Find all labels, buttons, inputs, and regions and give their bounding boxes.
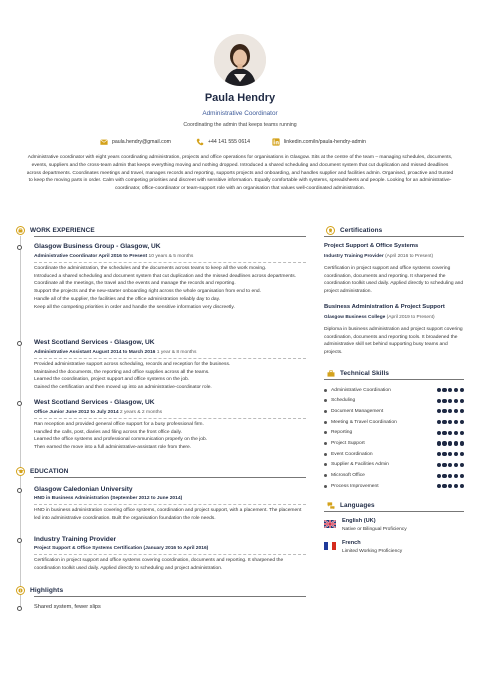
email-text: paula.hendry@gmail.com: [112, 139, 171, 145]
rating-dot: [454, 399, 458, 403]
uk-flag-icon: [324, 520, 336, 528]
job-role: [34, 350, 196, 355]
skill-rating: [437, 484, 464, 488]
skill-row: [324, 450, 464, 458]
timeline-dot: [17, 488, 22, 493]
rating-dot: [437, 388, 441, 392]
profile-photo-icon: [214, 34, 266, 86]
bullet-dot-icon: [324, 410, 327, 413]
rating-dot: [448, 420, 452, 424]
rating-dot: [448, 388, 452, 392]
skill-name: [324, 484, 379, 489]
section-divider: [34, 236, 306, 237]
skill-rating: [437, 388, 464, 392]
skill-row: [324, 407, 464, 415]
education-description: HND in business administration covering office systems, coordination and project support, with a placement. The placement led into administrative coordination. Built the organisation foundation the role needs.: [34, 508, 302, 521]
rating-dot: [454, 484, 458, 488]
education-degree-text: HND in Business Administration (September 2012 to June 2014): [34, 496, 183, 501]
job-duration: 1 year & 8 months: [156, 350, 197, 355]
rating-dot: [460, 474, 464, 478]
skill-name: [324, 398, 355, 403]
rating-dot: [448, 484, 452, 488]
rating-dot: [454, 431, 458, 435]
rating-dot: [454, 474, 458, 478]
skill-label: Reporting: [331, 430, 353, 436]
skill-label: Event Coordination: [331, 451, 373, 457]
job-bullets: [34, 421, 306, 452]
skill-row: [324, 397, 464, 405]
dashed-divider: [34, 262, 306, 263]
skill-name: [324, 430, 352, 435]
rating-dot: [454, 452, 458, 456]
rating-dot: [460, 452, 464, 456]
education-degree: [34, 546, 208, 551]
skill-label: Project Support: [331, 441, 365, 446]
language-name: English (UK): [342, 518, 376, 524]
bullet-dot-icon: [324, 389, 327, 392]
job-bullet: Handled the calls, post, diaries and filing across the front office daily.: [34, 429, 182, 435]
highlight-item: Shared system, fewer slips: [34, 604, 101, 610]
skill-label: Supplier & Facilities Admin: [331, 462, 389, 468]
rating-dot: [437, 463, 441, 467]
dashed-divider: [34, 554, 306, 555]
rating-dot: [442, 431, 446, 435]
phone-icon: [196, 138, 204, 146]
rating-dot: [460, 399, 464, 403]
rating-dot: [437, 474, 441, 478]
skill-rating: [437, 474, 464, 478]
skill-name: [324, 420, 397, 425]
dashed-divider: [34, 358, 306, 359]
rating-dot: [460, 441, 464, 445]
rating-dot: [437, 452, 441, 456]
technical-skills-header: [326, 369, 389, 378]
rating-dot: [442, 474, 446, 478]
rating-dot: [442, 463, 446, 467]
mail-icon: [100, 138, 108, 146]
job-employer: West Scotland Services - Glasgow, UK: [34, 339, 155, 346]
chat-bubbles-icon: [326, 501, 335, 510]
france-flag-icon: [324, 542, 336, 550]
job-bullet: Introduced a shared scheduling and document system that cut duplication and the missed deadlines across departments.: [34, 273, 297, 279]
section-divider: [324, 379, 464, 380]
job-bullet: Then earned the move into a full administrative-assistant role from there.: [34, 445, 192, 451]
job-bullet: Provided administrative support across scheduling, records and reception for the business.: [34, 362, 231, 367]
skill-name: [324, 473, 365, 478]
certification-title: Project Support & Office Systems: [324, 243, 419, 249]
skill-row: [324, 461, 464, 469]
section-divider: [34, 596, 306, 597]
bullet-dot-icon: [324, 442, 327, 445]
candidate-name: Paula Hendry: [204, 92, 276, 104]
skill-name: [324, 452, 373, 457]
phone-text: +44 141 555 0614: [208, 139, 250, 145]
language-level: Native or Bilingual Proficiency: [342, 527, 407, 532]
education-header: [16, 467, 68, 476]
rating-dot: [448, 452, 452, 456]
bullet-dot-icon: [324, 431, 327, 434]
job-role-line: Office Junior June 2012 to July 2014: [34, 410, 119, 415]
job-bullets: [34, 361, 306, 392]
job-bullet: Support the projects and the new-starter onboarding right across the whole organisation from end to end.: [34, 289, 262, 295]
job-bullet: Coordinate all the meetings, the travel and the events and manage the records and reporting.: [34, 281, 236, 287]
education-institution: Glasgow Caledonian University: [34, 486, 133, 493]
certification-provider: [324, 254, 433, 259]
timeline-dot: [17, 401, 22, 406]
section-divider: [34, 477, 306, 478]
tagline: Coordinating the admin that keeps teams running: [183, 122, 297, 128]
education-degree: [34, 496, 182, 501]
rating-dot: [437, 399, 441, 403]
phone-contact[interactable]: [196, 138, 250, 146]
timeline-line: [20, 236, 21, 610]
section-divider: [324, 236, 464, 237]
job-role-line: Administrative Coordinator April 2016 to Present: [34, 254, 148, 259]
rating-dot: [442, 409, 446, 413]
language-item: [324, 540, 464, 560]
rating-dot: [442, 441, 446, 445]
timeline-dot: [17, 341, 22, 346]
skill-label: Microsoft Office: [331, 473, 365, 479]
graduation-cap-icon: [16, 467, 25, 476]
job-bullet: Gained the certification and then moved up into an administrative-coordinator role.: [34, 385, 212, 391]
rating-dot: [460, 484, 464, 488]
rating-dot: [437, 431, 441, 435]
highlights-header: [16, 586, 63, 595]
skill-name: [324, 462, 389, 467]
job-bullet: Coordinate the administration, the schedules and the documents across teams to keep all the work moving.: [34, 266, 267, 271]
job-role: [34, 254, 193, 259]
rating-dot: [460, 409, 464, 413]
linkedin-icon: [272, 138, 280, 146]
rating-dot: [460, 431, 464, 435]
toolbox-icon: [326, 369, 335, 378]
job-duration: 10 years & 5 months: [148, 254, 194, 259]
rating-dot: [448, 431, 452, 435]
job-bullet: Ran reception and provided general office support for a busy professional firm.: [34, 422, 204, 427]
dashed-divider: [34, 418, 306, 419]
job-employer: West Scotland Services - Glasgow, UK: [34, 399, 155, 406]
rating-dot: [442, 452, 446, 456]
skill-label: Scheduling: [331, 398, 356, 404]
job-role-line: Administrative Assistant August 2014 to March 2016: [34, 350, 156, 355]
language-level: Limited Working Proficiency: [342, 549, 403, 554]
rating-dot: [454, 463, 458, 467]
work-experience-header: [16, 226, 95, 235]
education-degree-text: Project Support & Office Systems Certification (January 2016 to April 2016): [34, 546, 209, 551]
job-title: Administrative Coordinator: [202, 110, 278, 117]
email-contact[interactable]: [100, 138, 171, 146]
rating-dot: [454, 441, 458, 445]
certification-description: Certification in project support and office systems covering coordination, documents and reporting. It sharpened the coordination toolkit used daily. Applied directly to scheduling and project administration.: [324, 266, 464, 294]
language-name: French: [342, 540, 361, 546]
certification-dates: (April 2016 to Present): [385, 254, 434, 259]
education-institution: Industry Training Provider: [34, 536, 117, 543]
info-icon: [16, 586, 25, 595]
skill-rating: [437, 399, 464, 403]
professional-summary: Administrative coordinator with eight years coordinating administration, projects and office operations for organisations in Glasgow. Sits at the centre of the team – managing schedules, documents, events, suppliers and the cross-team admin that keeps everything moving and nothing dropped. Introduced a shared scheduling and document system that cut duplication and missed deadlines across departments. Coordinates meetings and travel, manages records and reporting, supports projects and onboarding, and handles supplier and facilities admin. Organised, proactive and trusted to keep the moving parts in order. Calm with competing priorities and discreet with sensitive information. Equally comfortable with systems, spreadsheets and people. Looking for an administrative-coordinator, office-coordinator or team-support role with an organisation that values well-coordinated administration.: [26, 155, 454, 192]
skill-rating: [437, 441, 464, 445]
education-description: Certification in project support and office systems covering coordination, documents and reporting. It sharpened the coordination toolkit used daily. Applied directly to scheduling and project administration.: [34, 558, 284, 571]
bullet-dot-icon: [324, 421, 327, 424]
bullet-dot-icon: [324, 474, 327, 477]
skill-row: [324, 482, 464, 490]
bullet-dot-icon: [324, 463, 327, 466]
rating-dot: [448, 409, 452, 413]
skill-label: Administrative Coordination: [331, 387, 391, 393]
education-title: EDUCATION: [30, 468, 69, 475]
job-bullets: [34, 265, 306, 311]
bullet-dot-icon: [324, 485, 327, 488]
rating-dot: [454, 409, 458, 413]
skill-name: [324, 441, 365, 446]
skill-name: [324, 409, 383, 414]
skill-rating: [437, 452, 464, 456]
timeline-dot: [17, 538, 22, 543]
briefcase-icon: [16, 226, 25, 235]
certification-provider-name: Industry Training Provider: [324, 254, 384, 259]
skill-row: [324, 472, 464, 480]
job-bullet: Learned the coordination, project support and office systems on the job.: [34, 377, 190, 383]
linkedin-text: linkedin.com/in/paula-hendry-admin: [284, 139, 366, 145]
rating-dot: [442, 484, 446, 488]
skill-rating: [437, 409, 464, 413]
rating-dot: [448, 399, 452, 403]
rating-dot: [437, 420, 441, 424]
linkedin-contact[interactable]: [272, 138, 366, 146]
certification-description: Diploma in business administration and project support covering coordination, documents and reporting tools. It broadened the administrative skill set behind supporting busy teams and projects.: [324, 327, 463, 355]
rating-dot: [437, 441, 441, 445]
skill-row: [324, 418, 464, 426]
rating-dot: [442, 399, 446, 403]
certificate-icon: [326, 226, 335, 235]
dashed-divider: [34, 504, 306, 505]
timeline-dot: [17, 245, 22, 250]
skill-name: [324, 388, 391, 393]
job-role: [34, 410, 162, 415]
certification-provider-name: Glasgow Business College: [324, 315, 386, 320]
job-bullet: Maintained the documents, the reporting and office supplies across all the teams.: [34, 369, 210, 375]
skill-rating: [437, 420, 464, 424]
languages-header: [326, 501, 375, 510]
skill-label: Meeting & Travel Coordination: [331, 419, 397, 425]
avatar: [214, 34, 266, 86]
rating-dot: [460, 463, 464, 467]
languages-title: Languages: [340, 502, 375, 509]
job-bullet: Keep all the competing priorities in order and handle the sensitive information very discreetly.: [34, 304, 235, 310]
rating-dot: [442, 388, 446, 392]
certification-dates: (April 2019 to Present): [386, 315, 435, 320]
rating-dot: [460, 420, 464, 424]
bullet-dot-icon: [324, 399, 327, 402]
job-bullet: Learned the office systems and professional communication properly on the job.: [34, 437, 208, 443]
skill-label: Process Improvement: [331, 483, 379, 489]
skill-rating: [437, 431, 464, 435]
skill-label: Document Management: [331, 408, 384, 414]
work-experience-title: WORK EXPERIENCE: [30, 227, 95, 234]
rating-dot: [460, 388, 464, 392]
technical-skills-title: Technical Skills: [340, 370, 390, 377]
skill-row: [324, 429, 464, 437]
rating-dot: [454, 420, 458, 424]
job-employer: Glasgow Business Group - Glasgow, UK: [34, 243, 161, 250]
job-duration: 2 years & 2 months: [119, 410, 163, 415]
section-divider: [324, 511, 464, 512]
certifications-header: [326, 226, 382, 235]
certification-provider: [324, 315, 435, 320]
rating-dot: [437, 409, 441, 413]
certification-title: Business Administration & Project Support: [324, 304, 445, 310]
rating-dot: [442, 420, 446, 424]
skill-row: [324, 386, 464, 394]
language-item: [324, 518, 464, 538]
certifications-title: Certifications: [340, 227, 383, 234]
skill-rating: [437, 463, 464, 467]
rating-dot: [448, 474, 452, 478]
rating-dot: [454, 388, 458, 392]
skill-row: [324, 440, 464, 448]
rating-dot: [448, 463, 452, 467]
rating-dot: [437, 484, 441, 488]
highlights-title: Highlights: [30, 587, 64, 594]
timeline-dot: [17, 606, 22, 611]
job-bullet: Handle all of the supplier, the facilities and the office administration reliably day to day.: [34, 296, 221, 302]
rating-dot: [448, 441, 452, 445]
bullet-dot-icon: [324, 453, 327, 456]
